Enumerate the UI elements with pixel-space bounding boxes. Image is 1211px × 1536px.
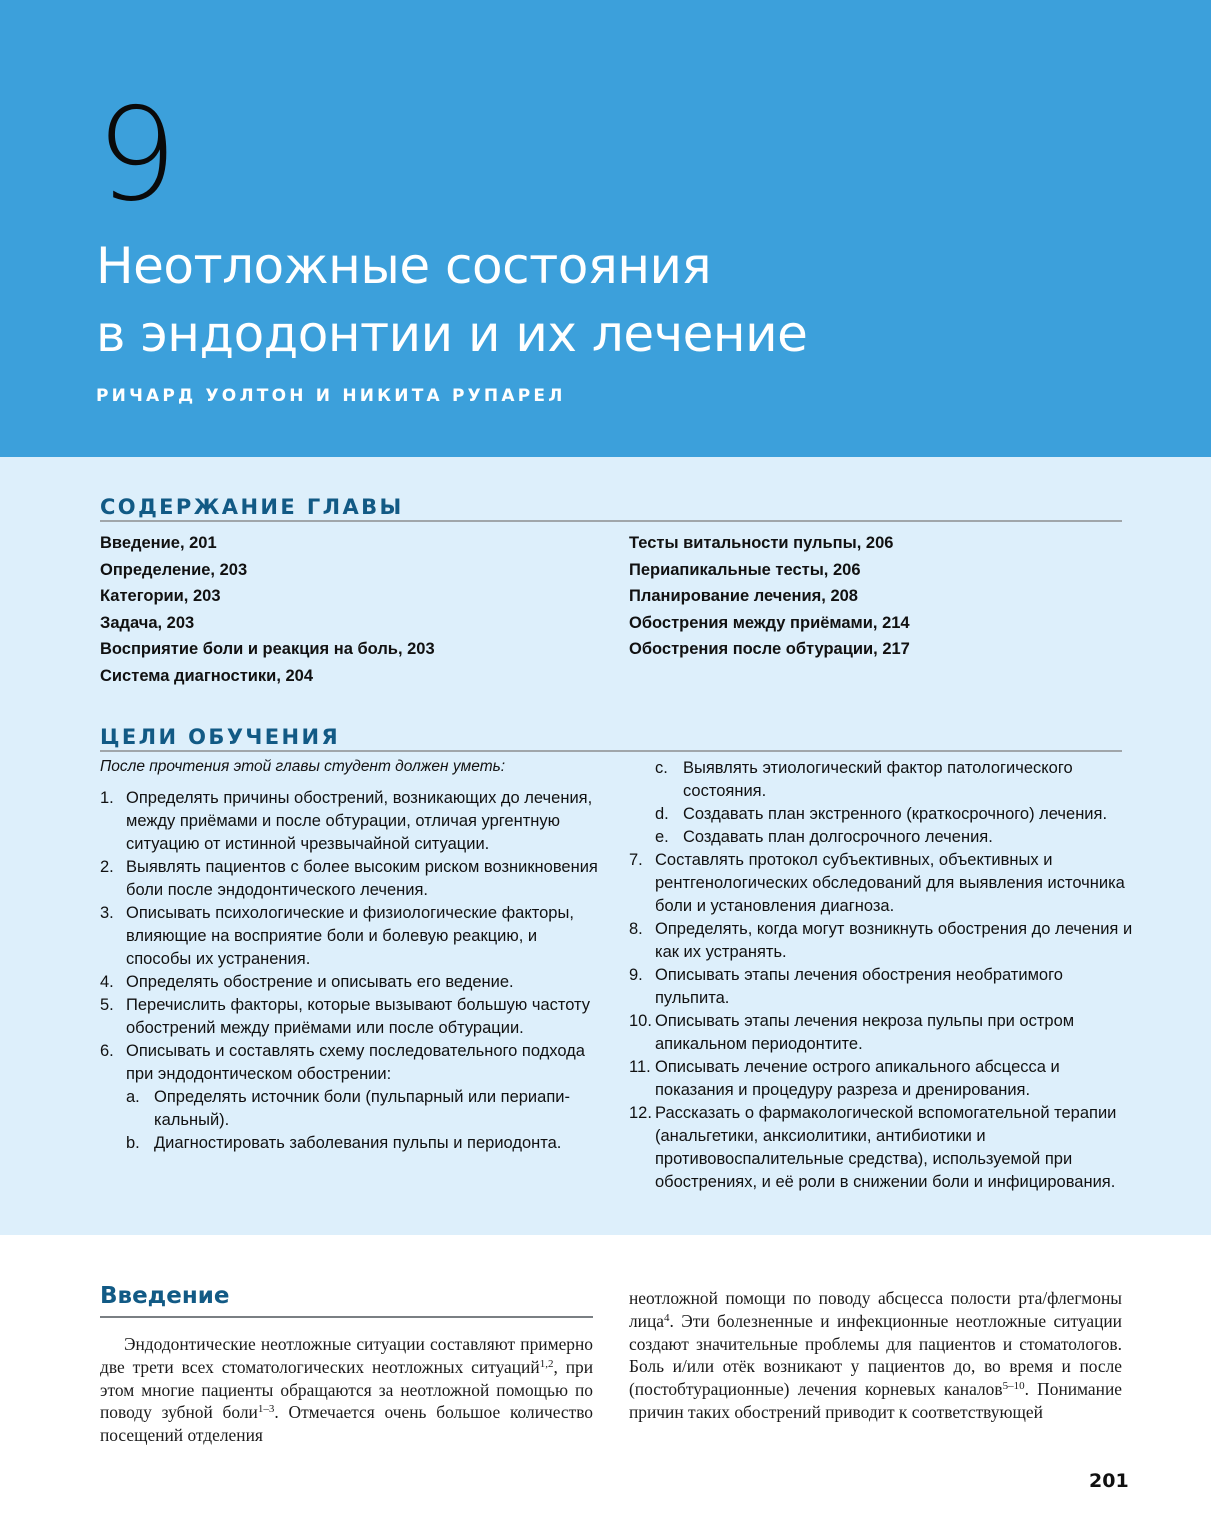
body-text: Эндодонтические неотложные ситуации составляют примерно две трети всех стоматологических неотложных ситуаций	[100, 1334, 593, 1377]
contents-item[interactable]: Восприятие боли и реакция на боль, 203	[100, 640, 435, 659]
objective-item	[100, 902, 600, 971]
chapter-number: 9	[96, 81, 176, 230]
objective-subnumber: e.	[655, 828, 669, 846]
objective-subnumber: b.	[126, 1134, 140, 1152]
objective-number: 2.	[100, 858, 114, 876]
objective-text: Рассказать о фармакологической вспомогательной терапии (анальгетики, анксиолитики, антибиотики и противовоспалительные средства), используемой при обострениях, и её роли в снижении боли и инфицирования.	[655, 1104, 1117, 1191]
objective-subtext: Создавать план экстренного (краткосрочного) лечения.	[683, 805, 1108, 823]
objective-text: Описывать лечение острого апикального абсцесса и показания и процедуру разреза и дренирования.	[655, 1058, 1060, 1099]
introduction-heading: Введение	[100, 1280, 593, 1318]
objective-item	[100, 787, 600, 856]
chapter-authors: РИЧАРД УОЛТОН И НИКИТА РУПАРЕЛ	[96, 386, 566, 406]
body-text: . Отмечается очень большое количество посещений отделения	[100, 1402, 593, 1446]
objective-number: 12.	[629, 1104, 652, 1122]
objective-subtext: Диагностировать заболевания пульпы и периодонта.	[154, 1134, 562, 1152]
contents-list-left	[100, 530, 435, 690]
objectives-intro: После прочтения этой главы студент должен уметь:	[100, 758, 506, 775]
citation[interactable]: 4	[664, 1311, 670, 1324]
objective-number: 7.	[629, 851, 643, 869]
chapter-title-line-1: Неотложные состояния	[96, 237, 712, 295]
objective-item	[629, 1056, 1139, 1102]
objective-text: Описывать и составлять схему последовательного подхода при эндодонтическом обострении:	[126, 1042, 585, 1083]
objective-subitem	[629, 803, 1139, 826]
objective-number: 4.	[100, 973, 114, 991]
objective-item	[100, 856, 600, 902]
chapter-header	[0, 0, 1211, 457]
body-text: . Понимание причин таких обострений приводит к соответствующей	[629, 1379, 1122, 1422]
objective-item	[100, 971, 600, 994]
objective-item	[629, 964, 1139, 1010]
objective-item	[629, 1010, 1139, 1056]
introduction-paragraph-right	[629, 1287, 1122, 1424]
contents-item[interactable]: Обострения после обтурации, 217	[629, 640, 910, 659]
objective-subitem	[629, 826, 1139, 849]
objective-number: 3.	[100, 904, 114, 922]
objective-subitem	[629, 757, 1139, 803]
objectives-heading: ЦЕЛИ ОБУЧЕНИЯ	[100, 724, 1122, 752]
objective-text: Перечислить факторы, которые вызывают большую частоту обострений между приёмами или после обтурации.	[126, 996, 591, 1037]
contents-item[interactable]: Введение, 201	[100, 534, 217, 552]
citation[interactable]: 1,2	[539, 1357, 554, 1370]
objective-number: 9.	[629, 966, 643, 984]
contents-heading: СОДЕРЖАНИЕ ГЛАВЫ	[100, 494, 1122, 522]
objective-item	[100, 994, 600, 1040]
chapter-title-line-2: в эндодонтии и их лечение	[96, 305, 808, 363]
objective-item	[100, 1040, 600, 1086]
objective-text: Составлять протокол субъективных, объективных и рентгенологических обследований для выявления источника боли и установления диагноза.	[655, 851, 1125, 915]
objective-subtext: Выявлять этиологический фактор патологического состояния.	[683, 759, 1073, 800]
objective-number: 6.	[100, 1042, 114, 1060]
objective-item	[629, 918, 1139, 964]
objective-item	[629, 1102, 1139, 1194]
objective-text: Описывать этапы лечения некроза пульпы при остром апикальном периодонтите.	[655, 1012, 1075, 1053]
objective-text: Определять обострение и описывать его ведение.	[126, 973, 514, 991]
body-text: , при этом многие пациенты обращаются за неотложной помощью по поводу зубной боли	[100, 1356, 593, 1423]
contents-list-right	[629, 530, 910, 663]
body-text: неотложной помощи по поводу абсцесса полости рта/флегмоны лица	[629, 1288, 1122, 1331]
objectives-list-left	[100, 787, 600, 1155]
objective-text: Определять, когда могут возникнуть обострения до лечения и как их устранять.	[655, 920, 1133, 961]
objective-subitem	[100, 1086, 600, 1132]
contents-item[interactable]: Тесты витальности пульпы, 206	[629, 534, 894, 552]
objective-number: 1.	[100, 789, 114, 807]
chapter-title	[96, 232, 807, 368]
contents-item[interactable]: Категории, 203	[100, 587, 221, 606]
page-number: 201	[1089, 1470, 1129, 1492]
contents-item[interactable]: Периапикальные тесты, 206	[629, 560, 861, 579]
introduction-paragraph-left	[100, 1333, 593, 1447]
objective-text: Описывать этапы лечения обострения необратимого пульпита.	[655, 966, 1063, 1007]
contents-item[interactable]: Задача, 203	[100, 613, 195, 632]
citation[interactable]: 1–3	[257, 1403, 275, 1416]
objectives-list-right	[629, 757, 1139, 1194]
objective-subtext: Создавать план долгосрочного лечения.	[683, 828, 993, 846]
contents-item[interactable]: Определение, 203	[100, 560, 248, 579]
contents-item[interactable]: Обострения между приёмами, 214	[629, 613, 910, 632]
objective-text: Описывать психологические и физиологические факторы, влияющие на восприятие боли и болевую реакцию, и способы их устранения.	[126, 904, 574, 968]
objective-subnumber: a.	[126, 1088, 140, 1106]
objective-number: 11.	[629, 1058, 651, 1076]
objective-number: 10.	[629, 1012, 652, 1030]
objective-subnumber: c.	[655, 759, 668, 777]
body-text: . Эти болезненные и инфекционные неотложные ситуации создают значительные проблемы для пациентов и стоматологов. Боль и/или отёк возникают у пациентов до, во время и после (постобтурационные) лечения корневых каналов	[629, 1310, 1122, 1400]
objective-number: 8.	[629, 920, 643, 938]
objective-text: Определять причины обострений, возникающих до лечения, между приёмами и после обтурации, отличая ургентную ситуацию от истинной чрезвычайной ситуации.	[126, 789, 593, 853]
objective-item	[629, 849, 1139, 918]
objective-subitem	[100, 1132, 600, 1155]
objective-subnumber: d.	[655, 805, 669, 823]
objective-subtext: Определять источник боли (пульпарный или периапи-кальный).	[154, 1088, 570, 1129]
citation[interactable]: 5–10	[1002, 1380, 1025, 1393]
contents-item[interactable]: Система диагностики, 204	[100, 666, 314, 685]
contents-item[interactable]: Планирование лечения, 208	[629, 587, 858, 606]
objective-number: 5.	[100, 996, 114, 1014]
objective-text: Выявлять пациентов с более высоким риском возникновения боли после эндодонтического лечения.	[126, 858, 598, 899]
